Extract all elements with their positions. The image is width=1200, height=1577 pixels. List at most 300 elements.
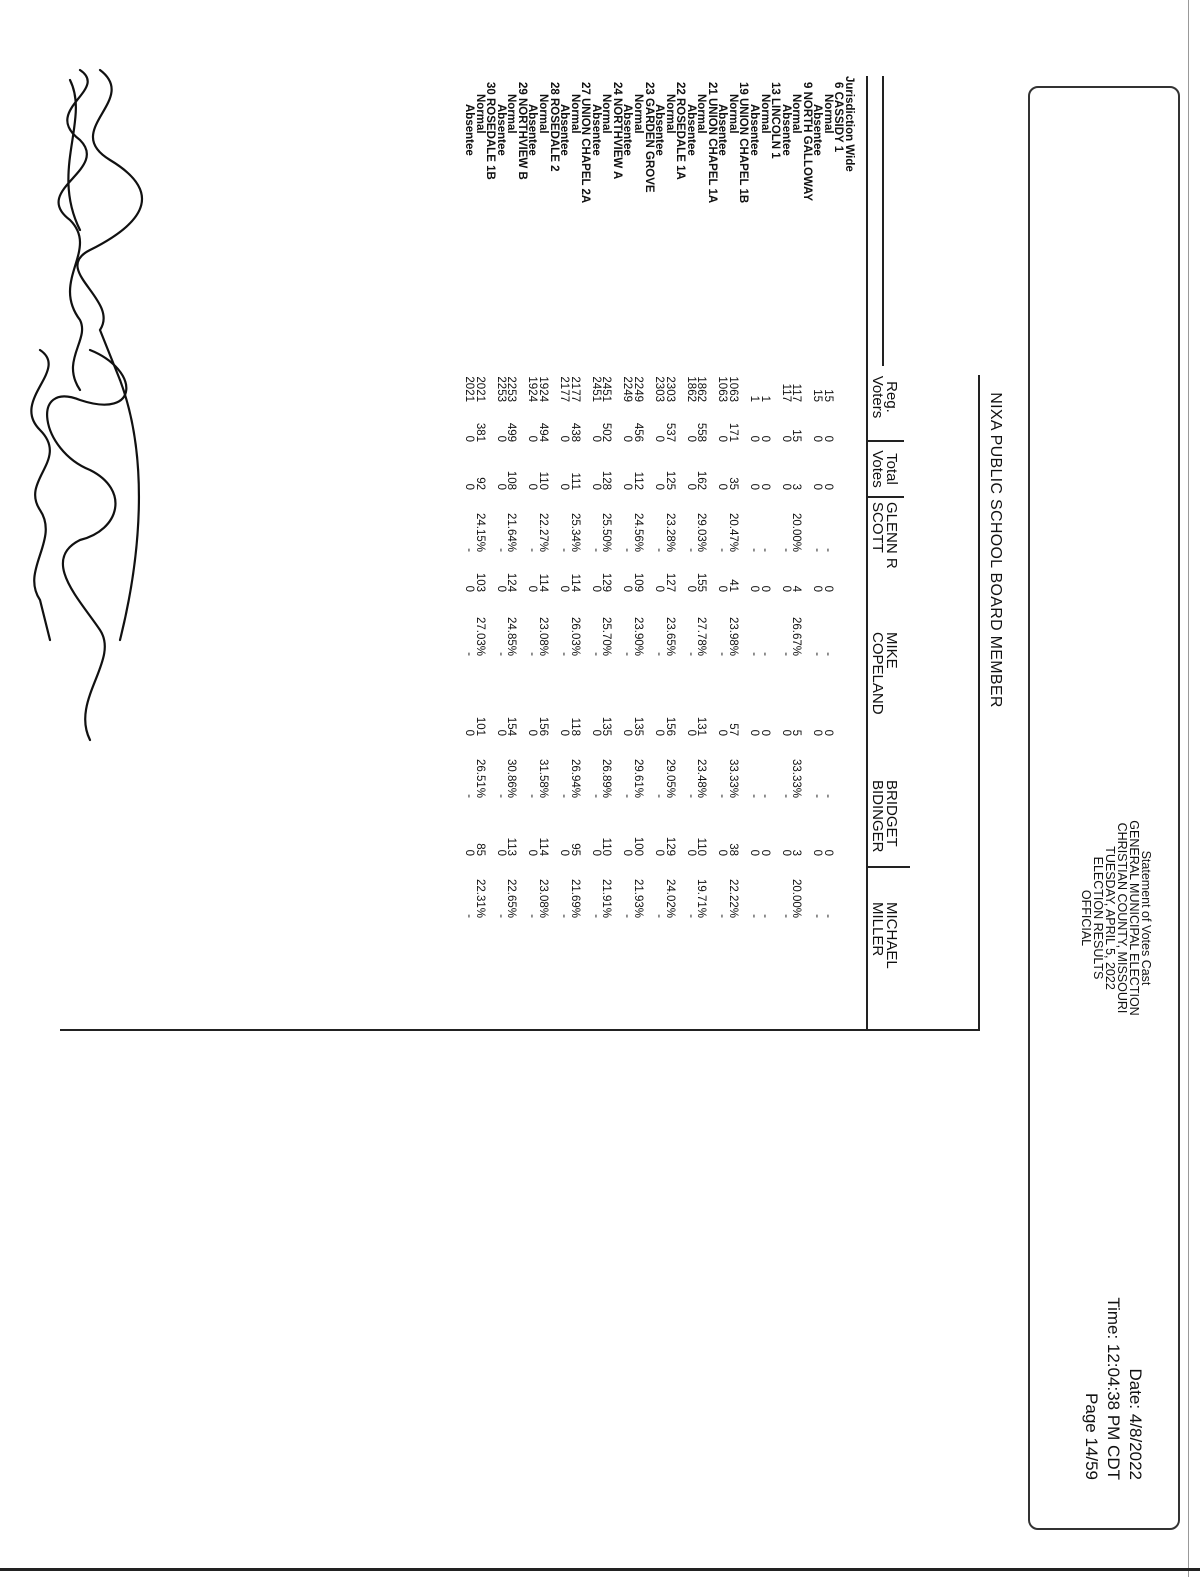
candidate-percent-cell: -: [494, 652, 507, 656]
reg-voters-cell: 1924: [526, 376, 539, 402]
candidate-votes-cell: 0: [558, 585, 571, 592]
table-row: [685, 76, 696, 1076]
table-row: [632, 76, 643, 1076]
candidate-percent-cell: -: [526, 794, 539, 798]
candidate-votes-cell: 0: [621, 585, 634, 592]
row-jurisdiction-label: 19 UNION CHAPEL 1B: [737, 82, 750, 204]
row-jurisdiction-label: Normal: [726, 94, 739, 134]
candidate-percent-cell: 20.00%: [790, 878, 803, 918]
total-votes-cell: 0: [716, 435, 729, 442]
candidate-votes-cell: 0: [653, 585, 666, 592]
row-jurisdiction-label: 24 NORTHVIEW A: [610, 82, 623, 180]
candidate-votes-cell: 5: [790, 729, 803, 736]
candidate-percent-cell: -: [821, 652, 834, 656]
row-jurisdiction-label: Absentee: [684, 104, 697, 156]
row-jurisdiction-label: Normal: [473, 94, 486, 134]
candidate-votes-cell: 127: [663, 572, 676, 592]
candidate-votes-cell: 0: [811, 483, 824, 490]
candidate-votes-cell: 162: [695, 470, 708, 490]
candidate-votes-cell: 4: [790, 585, 803, 592]
table-row: [643, 76, 654, 1076]
row-jurisdiction-label: Normal: [537, 94, 550, 134]
table-row: [527, 76, 538, 1076]
col-candidate-copeland: MIKE COPELAND: [869, 632, 900, 715]
candidate-votes-cell: 129: [600, 572, 613, 592]
reg-voters-cell: 2249: [621, 376, 634, 402]
candidate-percent-cell: 29.03%: [695, 512, 708, 552]
row-jurisdiction-label: Normal: [568, 94, 581, 134]
candidate-percent-cell: -: [811, 652, 824, 656]
total-votes-cell: 0: [494, 435, 507, 442]
candidate-votes-cell: 0: [779, 585, 792, 592]
candidate-percent-cell: -: [589, 548, 602, 552]
table-top-rule: [978, 375, 980, 1030]
row-jurisdiction-label: 30 ROSEDALE 1B: [484, 82, 497, 180]
table-row: [505, 76, 516, 1076]
total-votes-cell: 438: [568, 422, 581, 442]
header-bottom-rule: [866, 76, 868, 1031]
candidate-votes-cell: 0: [748, 729, 761, 736]
candidate-percent-cell: -: [758, 548, 771, 552]
candidate-votes-cell: 0: [558, 849, 571, 856]
candidate-votes-cell: 113: [505, 837, 518, 856]
candidate-percent-cell: -: [558, 652, 571, 656]
candidate-votes-cell: 0: [748, 483, 761, 490]
candidate-percent-cell: 24.15%: [473, 512, 486, 552]
total-votes-cell: 0: [589, 435, 602, 442]
reg-voters-cell: 2021: [473, 376, 486, 402]
report-time: Time: 12:04:38 PM CDT: [1104, 1297, 1123, 1480]
candidate-votes-cell: 0: [811, 729, 824, 736]
candidate-votes-cell: 0: [758, 729, 771, 736]
table-row: [822, 76, 833, 1076]
table-row: [780, 76, 791, 1076]
candidate-votes-cell: 0: [621, 849, 634, 856]
candidate-votes-cell: 103: [473, 572, 486, 592]
candidate-votes-cell: 114: [537, 837, 550, 856]
col-divider: [868, 440, 904, 442]
candidate-percent-cell: 21.91%: [600, 878, 613, 918]
total-votes-cell: 0: [758, 435, 771, 442]
candidate-votes-cell: 38: [726, 843, 739, 856]
table-row: [579, 76, 590, 1076]
row-jurisdiction-label: Normal: [600, 94, 613, 134]
row-jurisdiction-label: Absentee: [716, 104, 729, 156]
col-divider: [868, 496, 904, 498]
candidate-percent-cell: -: [463, 914, 476, 918]
candidate-percent-cell: -: [653, 652, 666, 656]
candidate-percent-cell: -: [779, 914, 792, 918]
total-votes-cell: 0: [684, 435, 697, 442]
candidate-percent-cell: 21.64%: [505, 512, 518, 552]
candidate-percent-cell: 19.71%: [695, 878, 708, 918]
candidate-percent-cell: -: [653, 794, 666, 798]
table-row: [759, 76, 770, 1076]
total-votes-cell: 502: [600, 422, 613, 442]
report-header-lines: [1080, 768, 1152, 1068]
row-jurisdiction-label: Normal: [505, 94, 518, 134]
candidate-votes-cell: 0: [589, 483, 602, 490]
col-reg-voters: Reg. Voters: [869, 375, 900, 419]
table-row: [537, 76, 548, 1076]
candidate-percent-cell: -: [526, 652, 539, 656]
table-row: [611, 76, 622, 1076]
report-date: Date: 4/8/2022: [1126, 1368, 1145, 1480]
candidate-percent-cell: 23.90%: [632, 616, 644, 656]
reg-voters-cell: 2451: [589, 376, 602, 402]
candidate-percent-cell: -: [463, 794, 476, 798]
total-votes-cell: 15: [790, 429, 803, 442]
candidate-votes-cell: 0: [821, 585, 834, 592]
total-votes-cell: 0: [779, 435, 792, 442]
table-row: [590, 76, 601, 1076]
total-votes-cell: 0: [558, 435, 571, 442]
candidate-percent-cell: -: [621, 548, 634, 552]
candidate-percent-cell: 29.05%: [663, 758, 676, 798]
col-candidate-bidinger: BRIDGET BIDINGER: [869, 780, 900, 853]
reg-voters-cell: 2177: [568, 376, 581, 402]
candidate-percent-cell: 24.02%: [663, 878, 676, 918]
candidate-votes-cell: 85: [473, 843, 486, 856]
total-votes-cell: 0: [821, 435, 834, 442]
candidate-percent-cell: -: [526, 548, 539, 552]
row-jurisdiction-label: Absentee: [621, 104, 634, 156]
candidate-votes-cell: 0: [821, 483, 834, 490]
reg-voters-cell: 2177: [558, 376, 571, 402]
reg-voters-cell: 1862: [695, 376, 708, 402]
total-votes-cell: 0: [463, 435, 476, 442]
candidate-percent-cell: -: [758, 652, 771, 656]
candidate-votes-cell: 0: [494, 483, 507, 490]
header-line: CHRISTIAN COUNTY, MISSOURI: [1115, 822, 1129, 1014]
table-row: [843, 76, 854, 1076]
candidate-votes-cell: 155: [695, 572, 708, 592]
candidate-votes-cell: 0: [758, 585, 771, 592]
table-row: [716, 76, 727, 1076]
candidate-votes-cell: 0: [621, 729, 634, 736]
candidate-votes-cell: 0: [779, 729, 792, 736]
header-line: OFFICIAL: [1079, 889, 1093, 947]
candidate-votes-cell: 41: [726, 579, 739, 592]
header-line: TUESDAY, APRIL 5, 2022: [1103, 846, 1117, 990]
row-jurisdiction-label: Normal: [790, 94, 803, 134]
candidate-percent-cell: -: [684, 914, 697, 918]
candidate-percent-cell: -: [589, 652, 602, 656]
candidate-percent-cell: 27.03%: [473, 616, 486, 656]
candidate-votes-cell: 135: [632, 716, 644, 736]
reg-voters-cell: 2303: [653, 376, 666, 402]
candidate-percent-cell: -: [494, 548, 507, 552]
candidate-percent-cell: 26.51%: [473, 758, 486, 798]
candidate-votes-cell: 0: [779, 483, 792, 490]
candidate-votes-cell: 0: [558, 483, 571, 490]
candidate-percent-cell: 25.50%: [600, 512, 613, 552]
total-votes-cell: 499: [505, 422, 518, 442]
candidate-votes-cell: 0: [653, 483, 666, 490]
candidate-votes-cell: 0: [526, 849, 539, 856]
candidate-percent-cell: 21.69%: [568, 878, 581, 918]
candidate-votes-cell: 0: [589, 849, 602, 856]
candidate-percent-cell: 23.65%: [663, 616, 676, 656]
candidate-votes-cell: 0: [716, 849, 729, 856]
candidate-votes-cell: 0: [684, 483, 697, 490]
header-line: ELECTION RESULTS: [1091, 856, 1105, 980]
candidate-votes-cell: 0: [589, 585, 602, 592]
candidate-votes-cell: 0: [748, 585, 761, 592]
candidate-percent-cell: -: [653, 548, 666, 552]
candidate-votes-cell: 0: [558, 729, 571, 736]
candidate-percent-cell: 20.00%: [790, 512, 803, 552]
table-row: [790, 76, 801, 1076]
candidate-percent-cell: 31.58%: [537, 758, 550, 798]
row-jurisdiction-label: Normal: [758, 94, 771, 134]
reg-voters-cell: 1063: [716, 376, 729, 402]
row-jurisdiction-label: Absentee: [463, 104, 476, 156]
candidate-percent-cell: 29.61%: [632, 758, 644, 798]
table-row: [548, 76, 559, 1076]
col-candidate-miller: MICHAEL MILLER: [869, 902, 900, 969]
candidate-votes-cell: 0: [758, 483, 771, 490]
row-jurisdiction-label: Absentee: [748, 104, 761, 156]
candidate-percent-cell: -: [779, 652, 792, 656]
row-jurisdiction-label: 13 LINCOLN 1: [769, 82, 782, 159]
candidate-percent-cell: -: [558, 794, 571, 798]
table-row: [811, 76, 822, 1076]
candidate-percent-cell: 24.56%: [632, 512, 644, 552]
candidate-percent-cell: 23.08%: [537, 616, 550, 656]
candidate-percent-cell: -: [821, 794, 834, 798]
candidate-percent-cell: -: [758, 794, 771, 798]
candidate-percent-cell: -: [779, 794, 792, 798]
candidate-percent-cell: 26.89%: [600, 758, 613, 798]
candidate-percent-cell: 20.47%: [726, 512, 739, 552]
candidate-percent-cell: 23.48%: [695, 758, 708, 798]
candidate-percent-cell: -: [811, 914, 824, 918]
candidate-votes-cell: 0: [463, 585, 476, 592]
candidate-votes-cell: 124: [505, 572, 518, 592]
row-jurisdiction-label: Absentee: [811, 104, 824, 156]
candidate-votes-cell: 0: [684, 729, 697, 736]
candidate-percent-cell: 26.03%: [568, 616, 581, 656]
row-jurisdiction-label: Absentee: [589, 104, 602, 156]
candidate-percent-cell: -: [558, 914, 571, 918]
candidate-votes-cell: 0: [526, 585, 539, 592]
row-jurisdiction-label: 22 ROSEDALE 1A: [674, 82, 687, 180]
candidate-percent-cell: -: [558, 548, 571, 552]
table-row: [738, 76, 749, 1076]
header-line: Statement of Votes Cast: [1139, 850, 1153, 986]
candidate-votes-cell: 95: [568, 843, 581, 856]
table-row: [621, 76, 632, 1076]
candidate-votes-cell: 0: [758, 849, 771, 856]
table-row: [463, 76, 474, 1076]
row-jurisdiction-label: 21 UNION CHAPEL 1A: [705, 82, 718, 204]
reg-voters-cell: 1924: [537, 376, 550, 402]
candidate-percent-cell: -: [494, 794, 507, 798]
candidate-votes-cell: 0: [526, 483, 539, 490]
row-jurisdiction-label: Absentee: [494, 104, 507, 156]
candidate-percent-cell: -: [821, 914, 834, 918]
header-line: GENERAL MUNICIPAL ELECTION: [1127, 820, 1141, 1016]
contest-title: NIXA PUBLIC SCHOOL BOARD MEMBER: [987, 392, 1004, 708]
candidate-percent-cell: -: [684, 652, 697, 656]
total-votes-cell: 456: [632, 422, 644, 442]
candidate-percent-cell: -: [621, 794, 634, 798]
table-row: [484, 76, 495, 1076]
candidate-votes-cell: 0: [526, 729, 539, 736]
candidate-percent-cell: -: [748, 652, 761, 656]
candidate-percent-cell: -: [653, 914, 666, 918]
report-page: Page 14/59: [1082, 1393, 1101, 1480]
row-jurisdiction-label: Absentee: [779, 104, 792, 156]
table-row: [600, 76, 611, 1076]
table-row: [748, 76, 759, 1076]
candidate-votes-cell: 128: [600, 470, 613, 490]
candidate-votes-cell: 135: [600, 716, 613, 736]
table-row: [474, 76, 485, 1076]
candidate-percent-cell: -: [589, 794, 602, 798]
candidate-votes-cell: 100: [632, 836, 644, 856]
row-jurisdiction-label: Normal: [663, 94, 676, 134]
total-votes-cell: 0: [526, 435, 539, 442]
candidate-votes-cell: 118: [568, 717, 581, 736]
reg-voters-cell: 1: [748, 395, 761, 402]
candidate-percent-cell: 25.70%: [600, 616, 613, 656]
candidate-percent-cell: 23.08%: [537, 878, 550, 918]
candidate-percent-cell: 26.67%: [790, 616, 803, 656]
row-jurisdiction-label: Normal: [821, 94, 834, 134]
candidate-percent-cell: 22.65%: [505, 878, 518, 918]
row-jurisdiction-label: Absentee: [653, 104, 666, 156]
candidate-votes-cell: 112: [632, 471, 644, 490]
candidate-percent-cell: -: [716, 914, 729, 918]
candidate-percent-cell: -: [684, 794, 697, 798]
table-row: [653, 76, 664, 1076]
row-jurisdiction-label: 27 UNION CHAPEL 2A: [579, 82, 592, 204]
candidate-percent-cell: 25.34%: [568, 512, 581, 552]
table-row: [558, 76, 569, 1076]
candidate-votes-cell: 154: [505, 716, 518, 736]
candidate-percent-cell: -: [821, 548, 834, 552]
row-jurisdiction-label: Normal: [695, 94, 708, 134]
table-row: [727, 76, 738, 1076]
candidate-percent-cell: -: [758, 914, 771, 918]
candidate-votes-cell: 131: [695, 716, 708, 736]
candidate-percent-cell: 22.22%: [726, 878, 739, 918]
table-row: [695, 76, 706, 1076]
candidate-percent-cell: -: [684, 548, 697, 552]
candidate-percent-cell: 30.86%: [505, 758, 518, 798]
candidate-votes-cell: 109: [632, 572, 644, 592]
report-date-block: [1080, 1180, 1146, 1480]
candidate-votes-cell: 0: [684, 585, 697, 592]
reg-voters-cell: 2303: [663, 376, 676, 402]
total-votes-cell: 0: [653, 435, 666, 442]
candidate-votes-cell: 3: [790, 849, 803, 856]
reg-voters-cell: 1: [758, 395, 771, 402]
candidate-votes-cell: 101: [473, 716, 486, 736]
candidate-votes-cell: 0: [653, 729, 666, 736]
candidate-percent-cell: 26.94%: [568, 758, 581, 798]
candidate-percent-cell: -: [748, 914, 761, 918]
candidate-votes-cell: 0: [716, 585, 729, 592]
row-jurisdiction-label: Jurisdiction Wide: [843, 76, 855, 172]
total-votes-cell: 0: [748, 435, 761, 442]
candidate-percent-cell: 22.31%: [473, 878, 486, 918]
table-row: [801, 76, 812, 1076]
candidate-votes-cell: 57: [726, 723, 739, 736]
col-candidate-scott: GLENN R SCOTT: [869, 502, 900, 569]
candidate-percent-cell: -: [589, 914, 602, 918]
candidate-votes-cell: 0: [463, 483, 476, 490]
row-jurisdiction-label: Normal: [632, 94, 644, 134]
total-votes-cell: 0: [621, 435, 634, 442]
row-jurisdiction-label: Absentee: [526, 104, 539, 156]
total-votes-cell: 0: [811, 435, 824, 442]
candidate-percent-cell: -: [779, 548, 792, 552]
candidate-votes-cell: 0: [811, 849, 824, 856]
table-row: [569, 76, 580, 1076]
candidate-votes-cell: 0: [821, 729, 834, 736]
candidate-percent-cell: 22.27%: [537, 512, 550, 552]
candidate-votes-cell: 125: [663, 470, 676, 490]
jurisdiction-underline: [882, 76, 884, 366]
reg-voters-cell: 15: [811, 389, 824, 402]
table-row: [769, 76, 780, 1076]
row-jurisdiction-label: 29 NORTHVIEW B: [515, 82, 528, 180]
candidate-votes-cell: 0: [716, 483, 729, 490]
candidate-votes-cell: 114: [568, 573, 581, 592]
candidate-votes-cell: 3: [790, 483, 803, 490]
candidate-percent-cell: 23.98%: [726, 616, 739, 656]
candidate-votes-cell: 0: [716, 729, 729, 736]
report-header-box: [1028, 86, 1180, 1530]
candidate-percent-cell: -: [463, 652, 476, 656]
reg-voters-cell: 2253: [505, 376, 518, 402]
reg-voters-cell: 2249: [632, 376, 644, 402]
table-row: [495, 76, 506, 1076]
reg-voters-cell: 1862: [684, 376, 697, 402]
reg-voters-cell: 117: [779, 383, 792, 402]
candidate-percent-cell: -: [716, 794, 729, 798]
table-row: [516, 76, 527, 1076]
total-votes-cell: 558: [695, 422, 708, 442]
candidate-percent-cell: -: [748, 794, 761, 798]
candidate-percent-cell: 33.33%: [790, 758, 803, 798]
candidate-votes-cell: 92: [473, 477, 486, 490]
col-divider: [868, 866, 910, 868]
reg-voters-cell: 1063: [726, 376, 739, 402]
candidate-votes-cell: 114: [537, 573, 550, 592]
candidate-percent-cell: -: [811, 548, 824, 552]
row-jurisdiction-label: 28 ROSEDALE 2: [547, 82, 560, 172]
candidate-votes-cell: 0: [463, 729, 476, 736]
candidate-votes-cell: 0: [621, 483, 634, 490]
candidate-votes-cell: 110: [600, 837, 613, 856]
candidate-percent-cell: 24.85%: [505, 616, 518, 656]
table-row: [832, 76, 843, 1076]
candidate-percent-cell: -: [811, 794, 824, 798]
table-row: [674, 76, 685, 1076]
candidate-votes-cell: 0: [684, 849, 697, 856]
candidate-votes-cell: 0: [463, 849, 476, 856]
candidate-votes-cell: 35: [726, 477, 739, 490]
candidate-percent-cell: -: [621, 652, 634, 656]
candidate-votes-cell: 0: [494, 849, 507, 856]
candidate-votes-cell: 0: [748, 849, 761, 856]
reg-voters-cell: 2021: [463, 376, 476, 402]
table-row: [664, 76, 675, 1076]
